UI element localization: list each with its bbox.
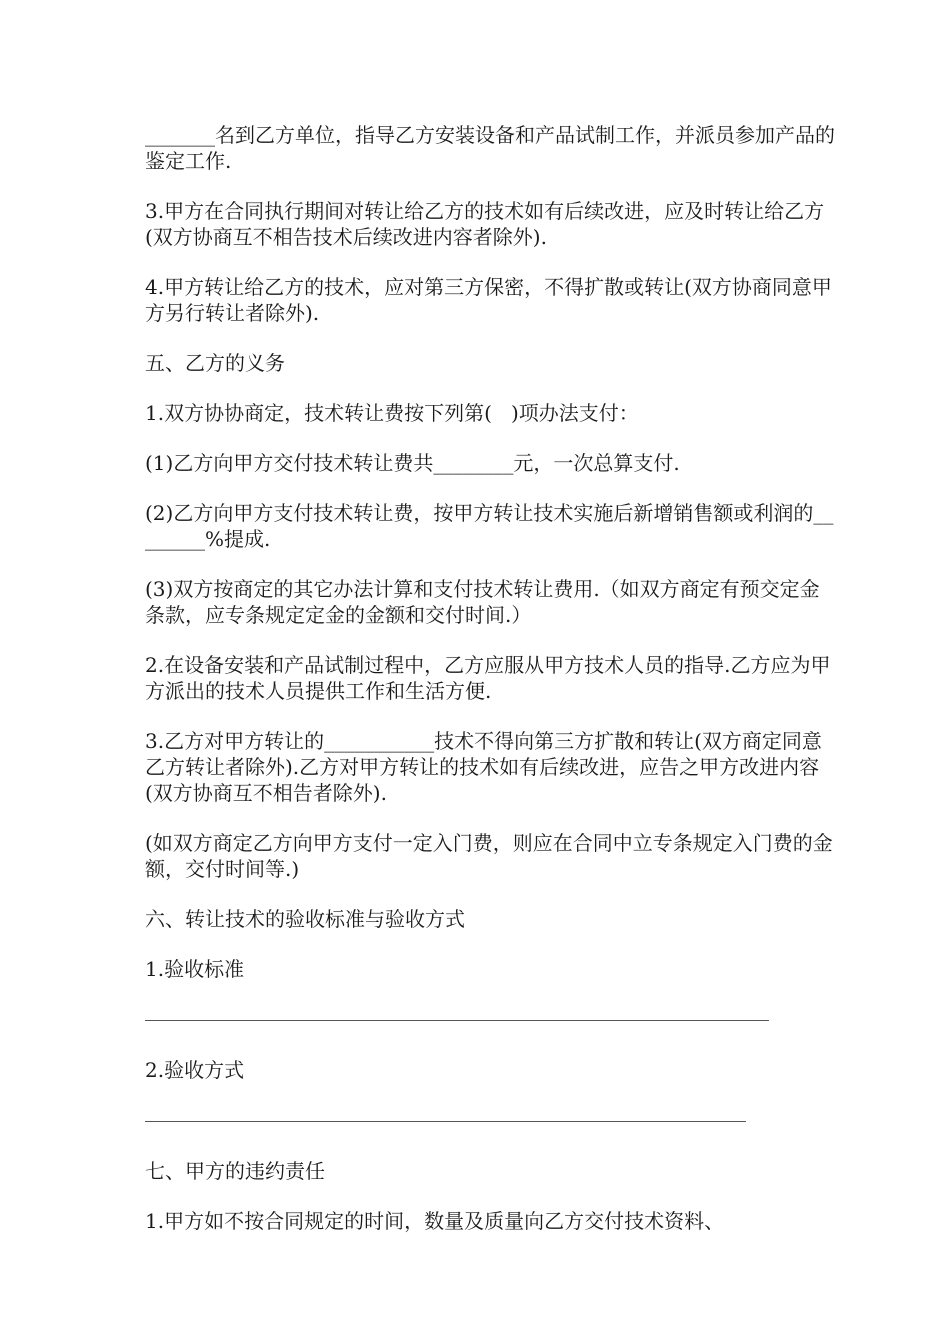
section-heading-party-b-obligations: 五、乙方的义务	[145, 351, 285, 375]
paragraph-follow-up-improvement: 3.甲方在合同执行期间对转让给乙方的技术如有后续改进，应及时转让给乙方(双方协商互不相告技术后续改进内容者除外).	[145, 199, 825, 249]
paragraph-party-a-breach-1: 1.甲方如不按合同规定的时间，数量及质量向乙方交付技术资料、	[145, 1209, 725, 1233]
paragraph-dispatch-staff: _______名到乙方单位，指导乙方安装设备和产品试制工作，并派员参加产品的鉴定工作.	[145, 123, 835, 173]
document-page	[145, 122, 835, 1258]
blank-line-wrapper	[145, 982, 835, 1057]
paragraph-no-disclosure: 3.乙方对甲方转让的___________技术不得向第三方扩散和转让(双方商定同意乙方转让者除外).乙方对甲方转让的技术如有后续改进，应告之甲方改进内容(双方协商互不相告者除外).	[145, 729, 822, 805]
paragraph-payment-method: 1.双方协协商定，技术转让费按下列第( )项办法支付：	[145, 401, 639, 425]
paragraph-confidentiality: 4.甲方转让给乙方的技术，应对第三方保密，不得扩散或转让(双方协商同意甲方另行转让者除外).	[145, 275, 832, 325]
blank-line-wrapper	[145, 1083, 835, 1158]
fill-in-line	[145, 1121, 746, 1122]
paragraph-lump-sum: (1)乙方向甲方交付技术转让费共________元，一次总算支付.	[145, 451, 680, 475]
paragraph-acceptance-method: 2.验收方式	[145, 1058, 245, 1082]
paragraph-other-method: (3)双方按商定的其它办法计算和支付技术转让费用.（如双方商定有预交定金条款，应专条规定定金的金额和交付时间.）	[145, 577, 820, 627]
section-heading-party-a-breach: 七、甲方的违约责任	[145, 1159, 325, 1183]
paragraph-entry-fee: (如双方商定乙方向甲方支付一定入门费，则应在合同中立专条规定入门费的金额，交付时间等.)	[145, 831, 833, 881]
fill-in-line	[145, 1020, 769, 1021]
paragraph-acceptance-standard: 1.验收标准	[145, 957, 245, 981]
paragraph-installation-guidance: 2.在设备安装和产品试制过程中，乙方应服从甲方技术人员的指导.乙方应为甲方派出的技术人员提供工作和生活方便.	[145, 653, 831, 703]
section-heading-acceptance: 六、转让技术的验收标准与验收方式	[145, 907, 465, 931]
paragraph-royalty: (2)乙方向甲方支付技术转让费，按甲方转让技术实施后新增销售额或利润的________%提成.	[145, 501, 834, 551]
